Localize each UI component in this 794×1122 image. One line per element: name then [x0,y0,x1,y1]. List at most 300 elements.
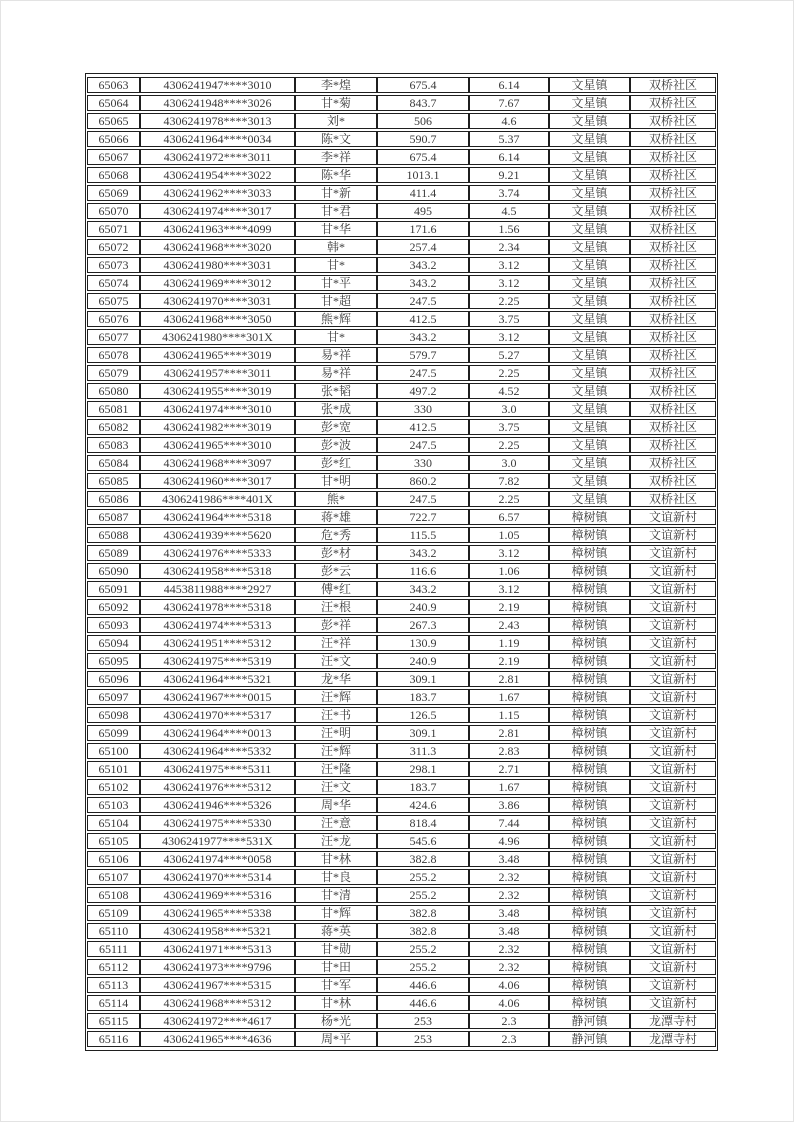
amount-cell: 255.2 [377,959,469,975]
town-cell: 文星镇 [549,491,630,507]
sequence-number-cell: 65105 [87,833,140,849]
sequence-number-cell: 65064 [87,95,140,111]
town-cell: 樟树镇 [549,779,630,795]
masked-id-cell: 4306241971****5313 [140,941,295,957]
rate-cell: 4.96 [469,833,549,849]
town-cell: 樟树镇 [549,851,630,867]
sequence-number-cell: 65107 [87,869,140,885]
village-cell: 文谊新村 [630,545,716,561]
masked-id-cell: 4306241965****3010 [140,437,295,453]
town-cell: 文星镇 [549,419,630,435]
amount-cell: 675.4 [377,77,469,93]
village-cell: 文谊新村 [630,797,716,813]
amount-cell: 1013.1 [377,167,469,183]
table-row [87,923,716,939]
amount-cell: 722.7 [377,509,469,525]
amount-cell: 675.4 [377,149,469,165]
table-row [87,1031,716,1047]
sequence-number-cell: 65100 [87,743,140,759]
town-cell: 文星镇 [549,383,630,399]
sequence-number-cell: 65094 [87,635,140,651]
town-cell: 文星镇 [549,257,630,273]
village-cell: 文谊新村 [630,887,716,903]
rate-cell: 1.56 [469,221,549,237]
village-cell: 文谊新村 [630,869,716,885]
village-cell: 双桥社区 [630,131,716,147]
village-cell: 双桥社区 [630,401,716,417]
rate-cell: 2.43 [469,617,549,633]
table-row [87,401,716,417]
table-row [87,977,716,993]
village-cell: 双桥社区 [630,113,716,129]
masked-name-cell: 甘*君 [295,203,377,219]
masked-name-cell: 甘*林 [295,851,377,867]
masked-name-cell: 甘*菊 [295,95,377,111]
masked-id-cell: 4306241968****3050 [140,311,295,327]
rate-cell: 2.81 [469,725,549,741]
rate-cell: 2.32 [469,869,549,885]
masked-id-cell: 4306241958****5321 [140,923,295,939]
rate-cell: 2.3 [469,1013,549,1029]
table-row [87,185,716,201]
rate-cell: 2.32 [469,887,549,903]
masked-name-cell: 龙*华 [295,671,377,687]
village-cell: 文谊新村 [630,905,716,921]
village-cell: 双桥社区 [630,149,716,165]
rate-cell: 3.48 [469,923,549,939]
masked-name-cell: 彭*材 [295,545,377,561]
masked-name-cell: 彭*云 [295,563,377,579]
rate-cell: 2.81 [469,671,549,687]
masked-id-cell: 4306241946****5326 [140,797,295,813]
masked-id-cell: 4453811988****2927 [140,581,295,597]
table-row [87,131,716,147]
sequence-number-cell: 65073 [87,257,140,273]
table-row [87,581,716,597]
rate-cell: 4.06 [469,995,549,1011]
sequence-number-cell: 65074 [87,275,140,291]
amount-cell: 382.8 [377,851,469,867]
sequence-number-cell: 65087 [87,509,140,525]
table-row [87,869,716,885]
sequence-number-cell: 65113 [87,977,140,993]
village-cell: 双桥社区 [630,491,716,507]
town-cell: 文星镇 [549,365,630,381]
table-row [87,167,716,183]
masked-name-cell: 彭*波 [295,437,377,453]
masked-name-cell: 甘*田 [295,959,377,975]
amount-cell: 330 [377,401,469,417]
masked-name-cell: 李*煌 [295,77,377,93]
village-cell: 文谊新村 [630,563,716,579]
table-row [87,833,716,849]
rate-cell: 7.82 [469,473,549,489]
rate-cell: 2.83 [469,743,549,759]
rate-cell: 2.25 [469,491,549,507]
masked-name-cell: 蒋*雄 [295,509,377,525]
amount-cell: 247.5 [377,365,469,381]
village-cell: 文谊新村 [630,599,716,615]
sequence-number-cell: 65084 [87,455,140,471]
amount-cell: 495 [377,203,469,219]
masked-name-cell: 甘*勋 [295,941,377,957]
village-cell: 双桥社区 [630,419,716,435]
sequence-number-cell: 65075 [87,293,140,309]
masked-name-cell: 甘*军 [295,977,377,993]
sequence-number-cell: 65066 [87,131,140,147]
table-row [87,905,716,921]
town-cell: 静河镇 [549,1013,630,1029]
masked-id-cell: 4306241969****5316 [140,887,295,903]
masked-id-cell: 4306241974****5313 [140,617,295,633]
table-row [87,887,716,903]
masked-id-cell: 4306241964****5318 [140,509,295,525]
rate-cell: 2.32 [469,959,549,975]
rate-cell: 3.75 [469,419,549,435]
masked-name-cell: 甘*明 [295,473,377,489]
village-cell: 文谊新村 [630,761,716,777]
table-row [87,95,716,111]
sequence-number-cell: 65090 [87,563,140,579]
rate-cell: 1.15 [469,707,549,723]
town-cell: 文星镇 [549,113,630,129]
masked-id-cell: 4306241965****4636 [140,1031,295,1047]
masked-name-cell: 汪*根 [295,599,377,615]
sequence-number-cell: 65112 [87,959,140,975]
village-cell: 文谊新村 [630,707,716,723]
sequence-number-cell: 65114 [87,995,140,1011]
sequence-number-cell: 65069 [87,185,140,201]
amount-cell: 247.5 [377,293,469,309]
masked-id-cell: 4306241976****5333 [140,545,295,561]
town-cell: 樟树镇 [549,581,630,597]
table-row [87,689,716,705]
rate-cell: 2.25 [469,293,549,309]
masked-name-cell: 陈*华 [295,167,377,183]
masked-id-cell: 4306241980****3031 [140,257,295,273]
table-row [87,311,716,327]
roster-table-frame [85,73,718,1051]
masked-name-cell: 甘*清 [295,887,377,903]
amount-cell: 343.2 [377,581,469,597]
rate-cell: 4.06 [469,977,549,993]
masked-name-cell: 汪*文 [295,653,377,669]
town-cell: 文星镇 [549,311,630,327]
village-cell: 双桥社区 [630,239,716,255]
sequence-number-cell: 65096 [87,671,140,687]
sequence-number-cell: 65091 [87,581,140,597]
rate-cell: 7.44 [469,815,549,831]
village-cell: 文谊新村 [630,977,716,993]
masked-id-cell: 4306241967****0015 [140,689,295,705]
rate-cell: 5.37 [469,131,549,147]
masked-name-cell: 刘* [295,113,377,129]
table-row [87,851,716,867]
town-cell: 樟树镇 [549,725,630,741]
table-row [87,599,716,615]
masked-name-cell: 汪*书 [295,707,377,723]
table-row [87,779,716,795]
village-cell: 双桥社区 [630,383,716,399]
amount-cell: 343.2 [377,257,469,273]
masked-name-cell: 汪*祥 [295,635,377,651]
amount-cell: 382.8 [377,923,469,939]
table-row [87,545,716,561]
rate-cell: 6.57 [469,509,549,525]
town-cell: 樟树镇 [549,815,630,831]
sequence-number-cell: 65095 [87,653,140,669]
table-body [87,77,716,1047]
table-row [87,275,716,291]
town-cell: 文星镇 [549,221,630,237]
masked-id-cell: 4306241967****5315 [140,977,295,993]
rate-cell: 6.14 [469,77,549,93]
village-cell: 文谊新村 [630,509,716,525]
masked-id-cell: 4306241975****5311 [140,761,295,777]
village-cell: 双桥社区 [630,311,716,327]
amount-cell: 247.5 [377,437,469,453]
village-cell: 文谊新村 [630,653,716,669]
table-row [87,527,716,543]
sequence-number-cell: 65072 [87,239,140,255]
sequence-number-cell: 65092 [87,599,140,615]
table-row [87,995,716,1011]
amount-cell: 116.6 [377,563,469,579]
masked-name-cell: 易*祥 [295,347,377,363]
table-row [87,419,716,435]
town-cell: 文星镇 [549,437,630,453]
amount-cell: 115.5 [377,527,469,543]
amount-cell: 183.7 [377,779,469,795]
rate-cell: 3.12 [469,581,549,597]
amount-cell: 843.7 [377,95,469,111]
town-cell: 文星镇 [549,275,630,291]
masked-id-cell: 4306241969****3012 [140,275,295,291]
town-cell: 文星镇 [549,131,630,147]
town-cell: 樟树镇 [549,743,630,759]
rate-cell: 3.48 [469,905,549,921]
masked-name-cell: 张*成 [295,401,377,417]
masked-name-cell: 甘*林 [295,995,377,1011]
village-cell: 文谊新村 [630,635,716,651]
roster-table [87,75,716,1049]
sequence-number-cell: 65103 [87,797,140,813]
town-cell: 樟树镇 [549,833,630,849]
rate-cell: 2.19 [469,599,549,615]
amount-cell: 130.9 [377,635,469,651]
masked-name-cell: 汪*龙 [295,833,377,849]
village-cell: 文谊新村 [630,923,716,939]
sequence-number-cell: 65082 [87,419,140,435]
amount-cell: 343.2 [377,545,469,561]
masked-id-cell: 4306241970****3031 [140,293,295,309]
masked-name-cell: 周*平 [295,1031,377,1047]
masked-id-cell: 4306241970****5317 [140,707,295,723]
table-row [87,725,716,741]
amount-cell: 311.3 [377,743,469,759]
sequence-number-cell: 65083 [87,437,140,453]
masked-name-cell: 甘*超 [295,293,377,309]
village-cell: 龙潭寺村 [630,1031,716,1047]
masked-name-cell: 傅*红 [295,581,377,597]
masked-id-cell: 4306241974****3010 [140,401,295,417]
masked-id-cell: 4306241964****0034 [140,131,295,147]
masked-id-cell: 4306241975****5319 [140,653,295,669]
masked-name-cell: 张*韬 [295,383,377,399]
masked-id-cell: 4306241962****3033 [140,185,295,201]
masked-id-cell: 4306241957****3011 [140,365,295,381]
amount-cell: 497.2 [377,383,469,399]
rate-cell: 3.12 [469,257,549,273]
town-cell: 文星镇 [549,167,630,183]
sequence-number-cell: 65104 [87,815,140,831]
town-cell: 樟树镇 [549,707,630,723]
town-cell: 樟树镇 [549,923,630,939]
masked-id-cell: 4306241954****3022 [140,167,295,183]
village-cell: 文谊新村 [630,527,716,543]
sequence-number-cell: 65110 [87,923,140,939]
village-cell: 双桥社区 [630,221,716,237]
amount-cell: 247.5 [377,491,469,507]
masked-id-cell: 4306241964****5321 [140,671,295,687]
masked-id-cell: 4306241968****3020 [140,239,295,255]
rate-cell: 2.34 [469,239,549,255]
rate-cell: 3.48 [469,851,549,867]
village-cell: 文谊新村 [630,779,716,795]
amount-cell: 343.2 [377,275,469,291]
masked-name-cell: 杨*光 [295,1013,377,1029]
masked-name-cell: 汪*文 [295,779,377,795]
sequence-number-cell: 65079 [87,365,140,381]
table-row [87,221,716,237]
table-row [87,743,716,759]
masked-name-cell: 周*华 [295,797,377,813]
masked-id-cell: 4306241974****3017 [140,203,295,219]
town-cell: 樟树镇 [549,761,630,777]
village-cell: 双桥社区 [630,347,716,363]
masked-name-cell: 甘*华 [295,221,377,237]
table-row [87,959,716,975]
table-row [87,455,716,471]
rate-cell: 2.25 [469,437,549,453]
sequence-number-cell: 65106 [87,851,140,867]
amount-cell: 309.1 [377,671,469,687]
sequence-number-cell: 65071 [87,221,140,237]
masked-id-cell: 4306241972****4617 [140,1013,295,1029]
town-cell: 樟树镇 [549,671,630,687]
masked-name-cell: 熊* [295,491,377,507]
table-row [87,113,716,129]
town-cell: 文星镇 [549,401,630,417]
masked-id-cell: 4306241980****301X [140,329,295,345]
table-row [87,437,716,453]
amount-cell: 183.7 [377,689,469,705]
rate-cell: 3.0 [469,401,549,417]
town-cell: 樟树镇 [549,509,630,525]
table-row [87,563,716,579]
amount-cell: 411.4 [377,185,469,201]
masked-id-cell: 4306241968****3097 [140,455,295,471]
amount-cell: 240.9 [377,599,469,615]
amount-cell: 545.6 [377,833,469,849]
masked-name-cell: 彭*红 [295,455,377,471]
table-row [87,815,716,831]
amount-cell: 860.2 [377,473,469,489]
table-row [87,347,716,363]
masked-name-cell: 熊*辉 [295,311,377,327]
table-row [87,671,716,687]
village-cell: 文谊新村 [630,725,716,741]
town-cell: 文星镇 [549,77,630,93]
village-cell: 龙潭寺村 [630,1013,716,1029]
amount-cell: 818.4 [377,815,469,831]
amount-cell: 267.3 [377,617,469,633]
village-cell: 文谊新村 [630,617,716,633]
masked-id-cell: 4306241978****3013 [140,113,295,129]
sequence-number-cell: 65099 [87,725,140,741]
sequence-number-cell: 65085 [87,473,140,489]
sequence-number-cell: 65116 [87,1031,140,1047]
rate-cell: 1.06 [469,563,549,579]
masked-id-cell: 4306241963****4099 [140,221,295,237]
table-row [87,491,716,507]
rate-cell: 3.86 [469,797,549,813]
rate-cell: 2.71 [469,761,549,777]
masked-name-cell: 李*祥 [295,149,377,165]
rate-cell: 7.67 [469,95,549,111]
town-cell: 樟树镇 [549,545,630,561]
village-cell: 文谊新村 [630,689,716,705]
sequence-number-cell: 65067 [87,149,140,165]
rate-cell: 3.12 [469,329,549,345]
masked-name-cell: 蒋*英 [295,923,377,939]
sequence-number-cell: 65101 [87,761,140,777]
village-cell: 文谊新村 [630,851,716,867]
masked-id-cell: 4306241972****3011 [140,149,295,165]
village-cell: 双桥社区 [630,365,716,381]
table-row [87,383,716,399]
amount-cell: 506 [377,113,469,129]
table-row [87,257,716,273]
masked-name-cell: 易*祥 [295,365,377,381]
masked-id-cell: 4306241965****5338 [140,905,295,921]
town-cell: 樟树镇 [549,635,630,651]
rate-cell: 5.27 [469,347,549,363]
masked-id-cell: 4306241970****5314 [140,869,295,885]
town-cell: 樟树镇 [549,941,630,957]
masked-id-cell: 4306241976****5312 [140,779,295,795]
town-cell: 樟树镇 [549,599,630,615]
sequence-number-cell: 65111 [87,941,140,957]
rate-cell: 1.19 [469,635,549,651]
village-cell: 双桥社区 [630,185,716,201]
town-cell: 文星镇 [549,347,630,363]
masked-name-cell: 甘* [295,329,377,345]
amount-cell: 255.2 [377,869,469,885]
table-row [87,473,716,489]
sequence-number-cell: 65086 [87,491,140,507]
rate-cell: 3.12 [469,545,549,561]
masked-name-cell: 甘*新 [295,185,377,201]
town-cell: 樟树镇 [549,869,630,885]
village-cell: 双桥社区 [630,257,716,273]
masked-name-cell: 汪*辉 [295,689,377,705]
rate-cell: 4.5 [469,203,549,219]
sequence-number-cell: 65080 [87,383,140,399]
sequence-number-cell: 65063 [87,77,140,93]
village-cell: 双桥社区 [630,77,716,93]
village-cell: 双桥社区 [630,275,716,291]
